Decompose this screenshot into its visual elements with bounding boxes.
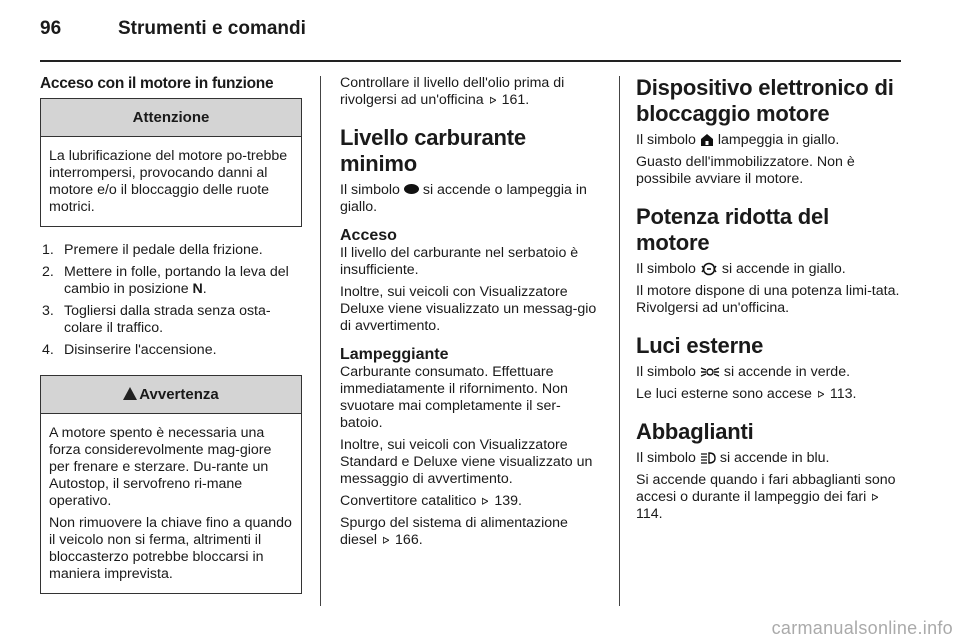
page-title: Strumenti e comandi	[118, 18, 306, 39]
engine-power-icon	[700, 262, 718, 276]
subheading-on: Acceso	[340, 227, 397, 244]
watermark: carmanualsonline.info	[771, 618, 953, 638]
ref-arrow-icon: ⊳	[488, 93, 497, 107]
ref-arrow-icon: ⊳	[382, 533, 391, 547]
warning-box-text: Non rimuovere la chiave fino a quando il veicolo non si ferma, altrimenti il bloccasterzo potrebbe bloccarsi in maniera imprevista.	[49, 515, 292, 582]
warning-box-title: Avvertenza	[41, 376, 301, 414]
warning-box-text: A motore spento è necessaria una forza considerevolmente mag-giore per frenare e sterzare. Du-rante un Autostop, il servofreno ri-mane operativo.	[49, 425, 272, 509]
column-divider-2	[619, 76, 620, 606]
ref-arrow-icon: ⊳	[481, 494, 490, 508]
warning-triangle-icon	[123, 387, 137, 400]
section-heading-min-fuel: Livello carburante minimo	[340, 125, 526, 176]
ref-arrow-icon: ⊳	[871, 490, 880, 504]
list-item: 3. Togliersi dalla strada senza osta-colare il traffico.	[42, 303, 271, 336]
column-left	[40, 75, 302, 594]
section-heading-immobilizer: Dispositivo elettronico di bloccaggio motore	[636, 75, 894, 126]
column-middle: Controllare il livello dell'olio prima di rivolgersi ad un'officina ⊳ 161. Livello carburante minimo Il simbolo si accende o lampeggia in giallo. Acceso Il livello del carburante nel serbatoio è insufficiente. Inoltre, sui veicoli con Visualizzatore Deluxe viene visualizzato un messag-gio di avvertimento. Lampeggiante Carburante consumato. Effettuare immediatamente il rifornimento. Non svuotare mai completamente il ser-batoio. Inoltre, sui veicoli con Visualizzatore Standard e Deluxe viene visualizzato un messaggio di avvertimento. Convertitore catalitico ⊳ 139. Spurgo del sistema di alimentazione diesel ⊳ 166.	[340, 75, 602, 554]
header-rule	[40, 60, 901, 62]
caution-box-title: Attenzione	[41, 99, 301, 137]
caution-box-text: La lubrificazione del motore po-trebbe interrompersi, provocando danni al motore e/o il bloccaggio delle ruote motrici.	[49, 148, 288, 215]
section-heading-engine-running: Acceso con il motore in funzione	[40, 75, 274, 92]
caution-box	[40, 98, 302, 227]
steps-list	[40, 242, 302, 359]
column-divider-1	[320, 76, 321, 606]
section-heading-exterior-lights: Luci esterne	[636, 333, 764, 358]
section-heading-reduced-power: Potenza ridotta del motore	[636, 204, 829, 255]
oil-check-text: Controllare il livello dell'olio prima di rivolgersi ad un'officina ⊳ 161.	[340, 75, 565, 108]
high-beam-icon	[700, 452, 716, 464]
subheading-flashing: Lampeggiante	[340, 346, 449, 363]
ref-arrow-icon: ⊳	[816, 387, 825, 401]
page-number: 96	[40, 18, 62, 39]
warning-box	[40, 375, 302, 594]
list-item: 1. Premere il pedale della frizione.	[42, 242, 263, 258]
fuel-drop-icon	[404, 184, 419, 194]
exterior-lights-icon	[700, 366, 720, 378]
list-item: 4. Disinserire l'accensione.	[42, 342, 217, 358]
column-right: Dispositivo elettronico di bloccaggio motore Il simbolo lampeggia in giallo. Guasto dell'immobilizzatore. Non è possibile avviare il motore. Potenza ridotta del motore Il simbolo si accende in giallo. Il motore dispone di una potenza limi-tata. Rivolgersi ad un'officina. Luci esterne Il simbolo si accende in verde. Le luci esterne sono accese ⊳ 113. Abbaglianti Il simbolo si accende in blu. Si accende quando i fari abbaglianti sono accesi o durante il lampeggio dei fari ⊳ 114.	[636, 75, 904, 528]
section-heading-high-beam: Abbaglianti	[636, 419, 754, 444]
key-lock-icon	[700, 133, 714, 147]
list-item: 2. Mettere in folle, portando la leva del cambio in posizione N.	[42, 264, 289, 297]
